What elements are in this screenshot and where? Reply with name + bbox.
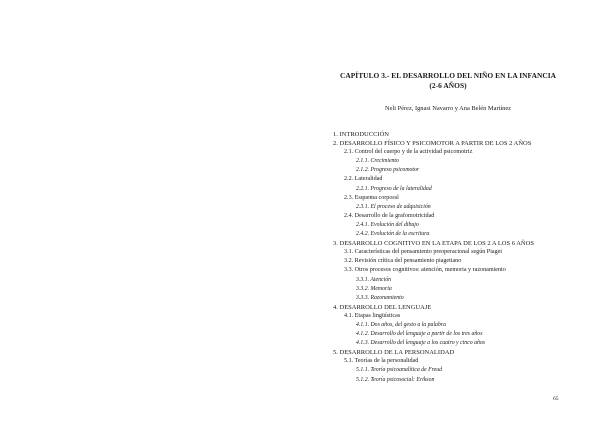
toc-entry: 2.2. Lateralidad — [344, 176, 383, 183]
toc-entry: 2.1.1. Crecimiento — [356, 158, 399, 165]
toc-entry: 3. DESARROLLO COGNITIVO EN LA ETAPA DE LOS 2 A LOS 6 AÑOS — [333, 240, 534, 248]
toc-entry: 2.1. Control del cuerpo y de la actividad psicomotriz — [344, 149, 473, 156]
toc-entry: 2.4. Desarrollo de la grafomotricidad — [344, 212, 435, 219]
toc-entry: 4.1.2. Desarrollo del lenguaje a partir de los tres años — [356, 331, 483, 338]
toc-entry: 4.1.1. Dos años, del gesto a la palabra — [356, 321, 447, 328]
toc-entry: 3.3.1. Atención — [356, 276, 391, 283]
toc-entry: 2. DESARROLLO FÍSICO Y PSICOMOTOR A PARTIR DE LOS 2 AÑOS — [333, 140, 532, 148]
toc-entry: 3.3.2. Memoria — [356, 285, 392, 292]
toc-entry: 1. INTRODUCCIÓN — [333, 131, 389, 138]
toc-entry: 3.1. Características del pensamiento preoperacional según Piaget — [344, 249, 503, 256]
table-of-contents — [333, 130, 578, 385]
chapter-title-line-1: CAPÍTULO 3.- EL DESARROLLO DEL NIÑO EN LA INFANCIA — [339, 71, 557, 80]
page-number: 65 — [553, 396, 559, 402]
toc-entry: 5. DESARROLLO DE LA PERSONALIDAD — [333, 349, 455, 357]
toc-entry: 4.1.3. Desarrollo del lenguaje a los cuatro y cinco años — [356, 340, 486, 347]
toc-entry: 5.1. Teorías de la personalidad — [344, 358, 419, 365]
toc-entry: 2.2.1. Progreso de la lateralidad — [356, 185, 432, 192]
chapter-title — [330, 71, 566, 91]
toc-entry: 3.3. Otros procesos cognitivos: atención, memoria y razonamiento — [344, 267, 506, 274]
toc-entry: 2.3.1. El proceso de adquisición — [356, 203, 431, 210]
toc-entry: 2.3. Esquema corporal — [344, 194, 399, 201]
toc-entry: 5.1.2. Teoría psicosocial: Erikson — [356, 376, 435, 383]
toc-entry: 2.1.2. Progreso psicomotor — [356, 167, 420, 174]
toc-entry: 5.1.1. Teoría psicoanalítica de Freud — [356, 367, 443, 374]
chapter-authors: Neli Pérez, Ignasi Navarro y Ana Belén Martínez — [385, 105, 511, 112]
toc-entry: 2.4.1. Evolución del dibujo — [356, 221, 419, 228]
toc-entry: 3.2. Revisión crítica del pensamiento piagetiano — [344, 258, 462, 265]
toc-entry: 4.1. Etapas lingüísticas — [344, 312, 401, 319]
chapter-title-line-2: (2-6 AÑOS) — [429, 81, 467, 90]
toc-entry: 3.3.3. Razonamiento — [356, 294, 404, 301]
toc-entry: 4. DESARROLLO DEL LENGUAJE — [333, 303, 432, 311]
toc-entry: 2.4.2. Evolución de la escritura — [356, 231, 430, 238]
